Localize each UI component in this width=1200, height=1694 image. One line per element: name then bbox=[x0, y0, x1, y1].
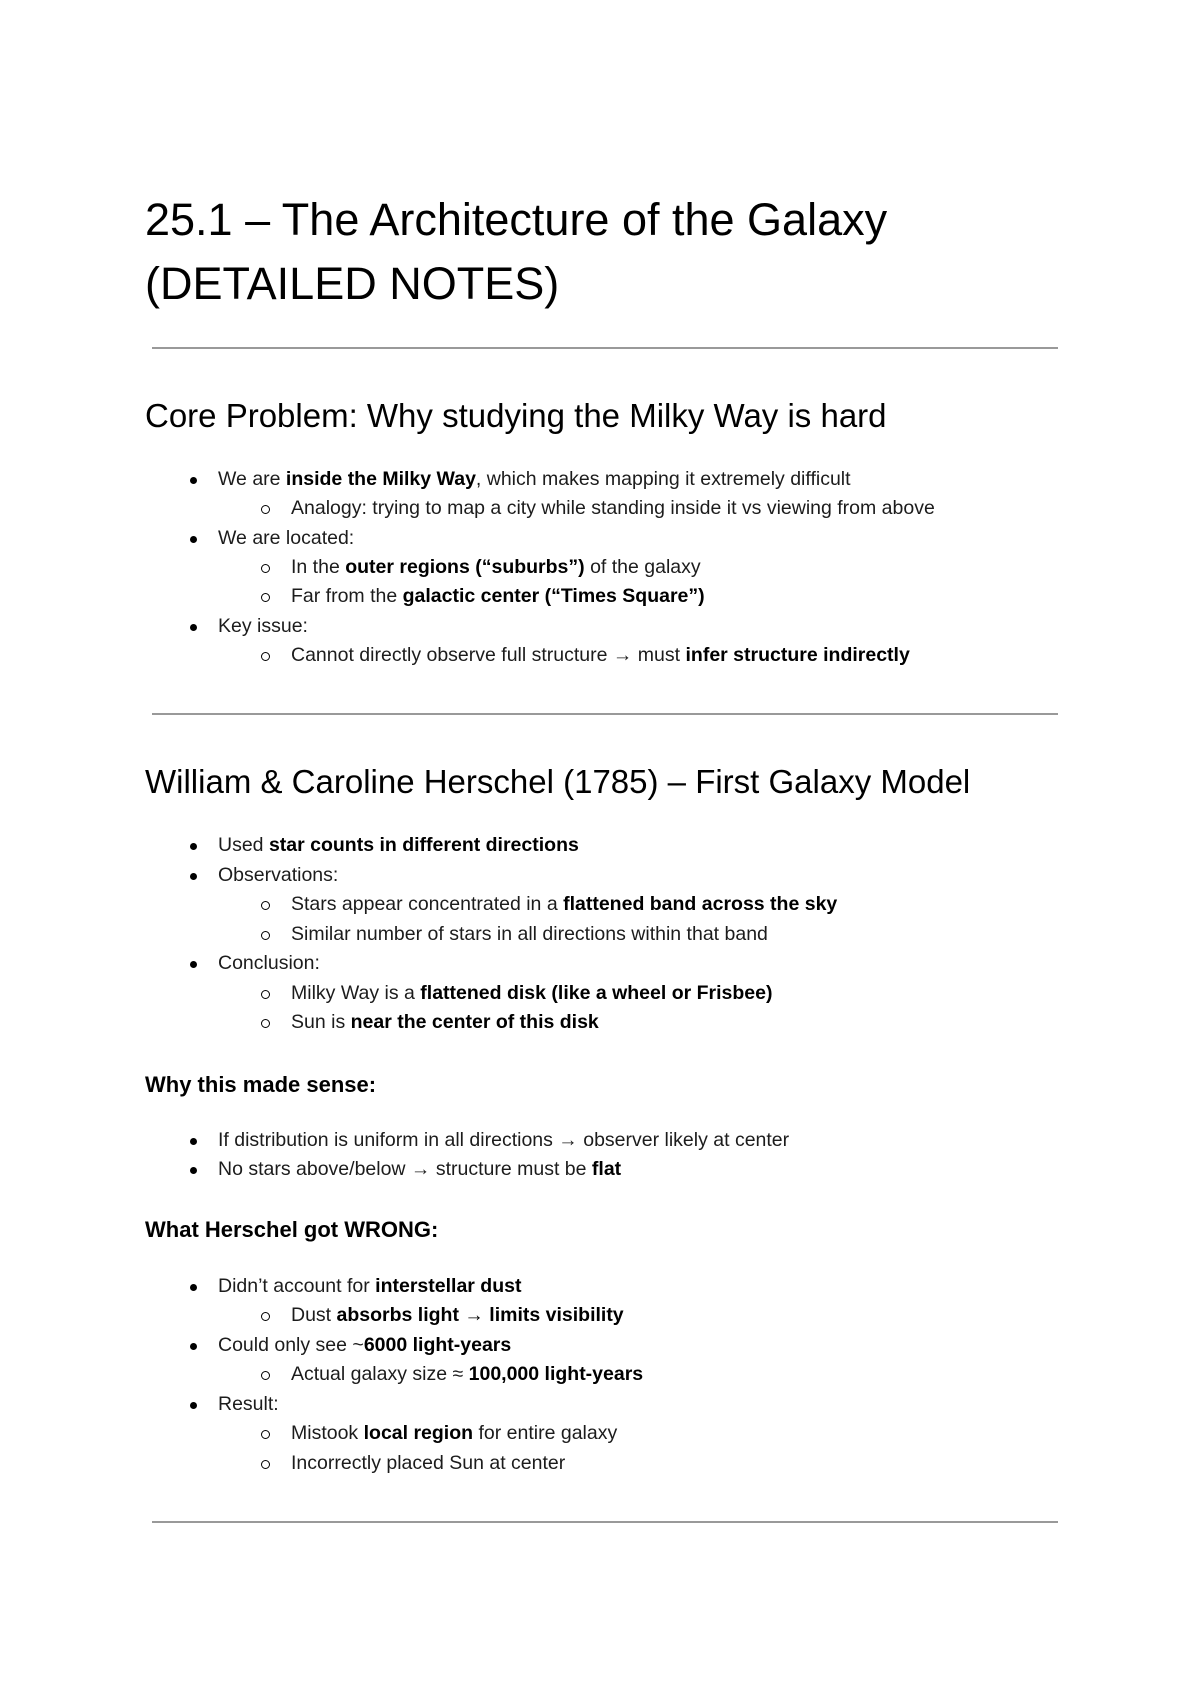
hollow-bullet-icon bbox=[261, 652, 270, 661]
hollow-bullet-icon bbox=[261, 931, 270, 940]
list-item: Observations: bbox=[218, 861, 338, 889]
subheading-why-sense: Why this made sense: bbox=[145, 1072, 377, 1097]
list-item: Conclusion: bbox=[218, 949, 320, 977]
list-item: No stars above/below → structure must be flat bbox=[218, 1155, 621, 1183]
hollow-bullet-icon bbox=[261, 1371, 270, 1380]
list-subitem: Analogy: trying to map a city while standing inside it vs viewing from above bbox=[291, 494, 935, 522]
hollow-bullet-icon bbox=[261, 1430, 270, 1439]
divider-2 bbox=[152, 713, 1058, 715]
section-heading-herschel-model: William & Caroline Herschel (1785) – First Galaxy Model bbox=[145, 763, 971, 800]
list-item: Could only see ~6000 light-years bbox=[218, 1331, 511, 1359]
bullet-icon bbox=[190, 477, 197, 484]
hollow-bullet-icon bbox=[261, 1019, 270, 1028]
hollow-bullet-icon bbox=[261, 593, 270, 602]
list-item: Result: bbox=[218, 1390, 279, 1418]
list-subitem: Cannot directly observe full structure → must infer structure indirectly bbox=[291, 641, 910, 669]
list-subitem: Stars appear concentrated in a flattened band across the sky bbox=[291, 890, 837, 918]
bullet-icon bbox=[190, 961, 197, 968]
bullet-icon bbox=[190, 624, 197, 631]
bullet-icon bbox=[190, 873, 197, 880]
list-item: We are located: bbox=[218, 524, 354, 552]
list-item: We are inside the Milky Way, which makes mapping it extremely difficult bbox=[218, 465, 851, 493]
list-item: Didn’t account for interstellar dust bbox=[218, 1272, 521, 1300]
hollow-bullet-icon bbox=[261, 1312, 270, 1321]
list-subitem: Sun is near the center of this disk bbox=[291, 1008, 599, 1036]
bullet-icon bbox=[190, 843, 197, 850]
list-subitem: Far from the galactic center (“Times Square”) bbox=[291, 582, 705, 610]
list-item: If distribution is uniform in all directions → observer likely at center bbox=[218, 1126, 789, 1154]
list-subitem: Dust absorbs light → limits visibility bbox=[291, 1301, 624, 1329]
bullet-icon bbox=[190, 1167, 197, 1174]
list-item: Key issue: bbox=[218, 612, 308, 640]
hollow-bullet-icon bbox=[261, 564, 270, 573]
list-subitem: Milky Way is a flattened disk (like a wheel or Frisbee) bbox=[291, 979, 773, 1007]
hollow-bullet-icon bbox=[261, 990, 270, 999]
divider-1 bbox=[152, 347, 1058, 349]
section-heading-core-problem: Core Problem: Why studying the Milky Way is hard bbox=[145, 397, 887, 434]
list-subitem: Actual galaxy size ≈ 100,000 light-years bbox=[291, 1360, 643, 1388]
page-title: 25.1 – The Architecture of the Galaxy (DETAILED NOTES) bbox=[145, 194, 888, 309]
hollow-bullet-icon bbox=[261, 901, 270, 910]
list-subitem: Mistook local region for entire galaxy bbox=[291, 1419, 617, 1447]
bullet-icon bbox=[190, 1138, 197, 1145]
subheading-herschel-wrong: What Herschel got WRONG: bbox=[145, 1217, 439, 1242]
bullet-icon bbox=[190, 1402, 197, 1409]
bullet-icon bbox=[190, 1343, 197, 1350]
hollow-bullet-icon bbox=[261, 505, 270, 514]
list-subitem: Incorrectly placed Sun at center bbox=[291, 1449, 565, 1477]
divider-3 bbox=[152, 1521, 1058, 1523]
bullet-icon bbox=[190, 1284, 197, 1291]
list-item: Used star counts in different directions bbox=[218, 831, 579, 859]
bullet-icon bbox=[190, 536, 197, 543]
list-subitem: Similar number of stars in all directions within that band bbox=[291, 920, 768, 948]
list-subitem: In the outer regions (“suburbs”) of the galaxy bbox=[291, 553, 701, 581]
hollow-bullet-icon bbox=[261, 1460, 270, 1469]
